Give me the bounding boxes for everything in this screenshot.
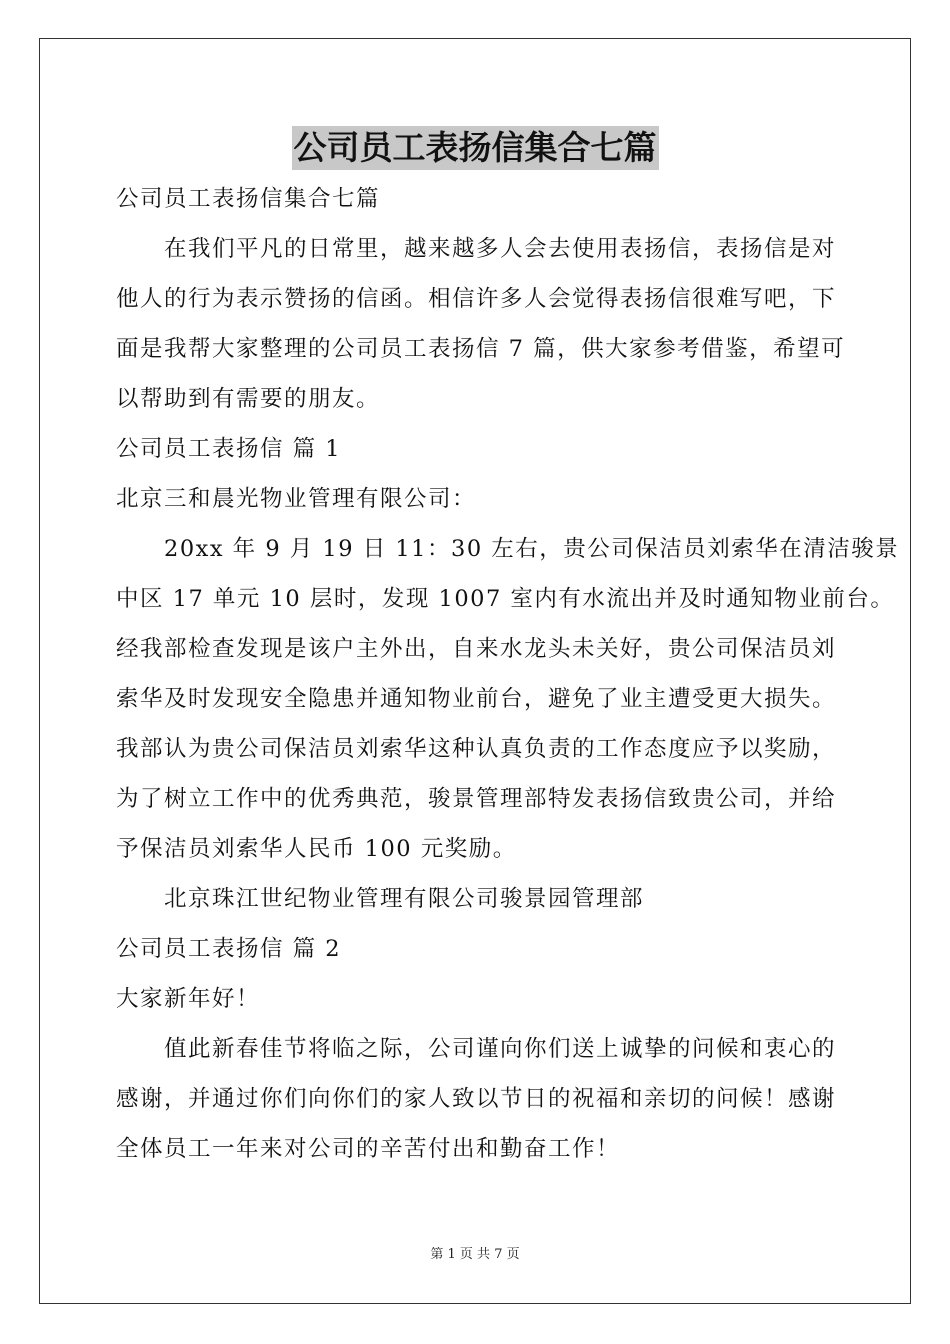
signature-line: 北京珠江世纪物业管理有限公司骏景园管理部 (164, 886, 645, 912)
paragraph-line: 在我们平凡的日常里，越来越多人会去使用表扬信，表扬信是对 (164, 236, 837, 262)
section-heading: 公司员工表扬信 篇 1 (116, 436, 342, 462)
subtitle-line: 公司员工表扬信集合七篇 (116, 186, 381, 212)
paragraph-line: 全体员工一年来对公司的辛苦付出和勤奋工作！ (116, 1136, 621, 1162)
salutation-line: 北京三和晨光物业管理有限公司： (116, 486, 477, 512)
paragraph-line: 索华及时发现安全隐患并通知物业前台，避免了业主遭受更大损失。 (116, 686, 837, 712)
document-title: 公司员工表扬信集合七篇 (292, 126, 659, 170)
paragraph-line: 经我部检查发现是该户主外出，自来水龙头未关好，贵公司保洁员刘 (116, 636, 837, 662)
paragraph-line: 值此新春佳节将临之际，公司谨向你们送上诚挚的问候和衷心的 (164, 1036, 837, 1062)
section-heading: 公司员工表扬信 篇 2 (116, 936, 342, 962)
title-wrap (0, 126, 950, 170)
page-footer: 第 1 页 共 7 页 (430, 1247, 520, 1262)
paragraph-line: 面是我帮大家整理的公司员工表扬信 7 篇，供大家参考借鉴，希望可 (116, 336, 846, 362)
paragraph-line: 中区 17 单元 10 层时，发现 1007 室内有水流出并及时通知物业前台。 (116, 586, 895, 612)
paragraph-line: 为了树立工作中的优秀典范，骏景管理部特发表扬信致贵公司，并给 (116, 786, 837, 812)
paragraph-line: 他人的行为表示赞扬的信函。相信许多人会觉得表扬信很难写吧，下 (116, 286, 837, 312)
salutation-line: 大家新年好！ (116, 986, 261, 1012)
paragraph-line: 我部认为贵公司保洁员刘索华这种认真负责的工作态度应予以奖励， (116, 736, 837, 762)
paragraph-line: 以帮助到有需要的朋友。 (116, 386, 381, 412)
page-border (39, 38, 911, 1304)
paragraph-line: 感谢，并通过你们向你们的家人致以节日的祝福和亲切的问候！感谢 (116, 1086, 837, 1112)
paragraph-line: 20xx 年 9 月 19 日 11：30 左右，贵公司保洁员刘索华在清洁骏景 (164, 536, 900, 562)
paragraph-line: 予保洁员刘索华人民币 100 元奖励。 (116, 836, 517, 862)
